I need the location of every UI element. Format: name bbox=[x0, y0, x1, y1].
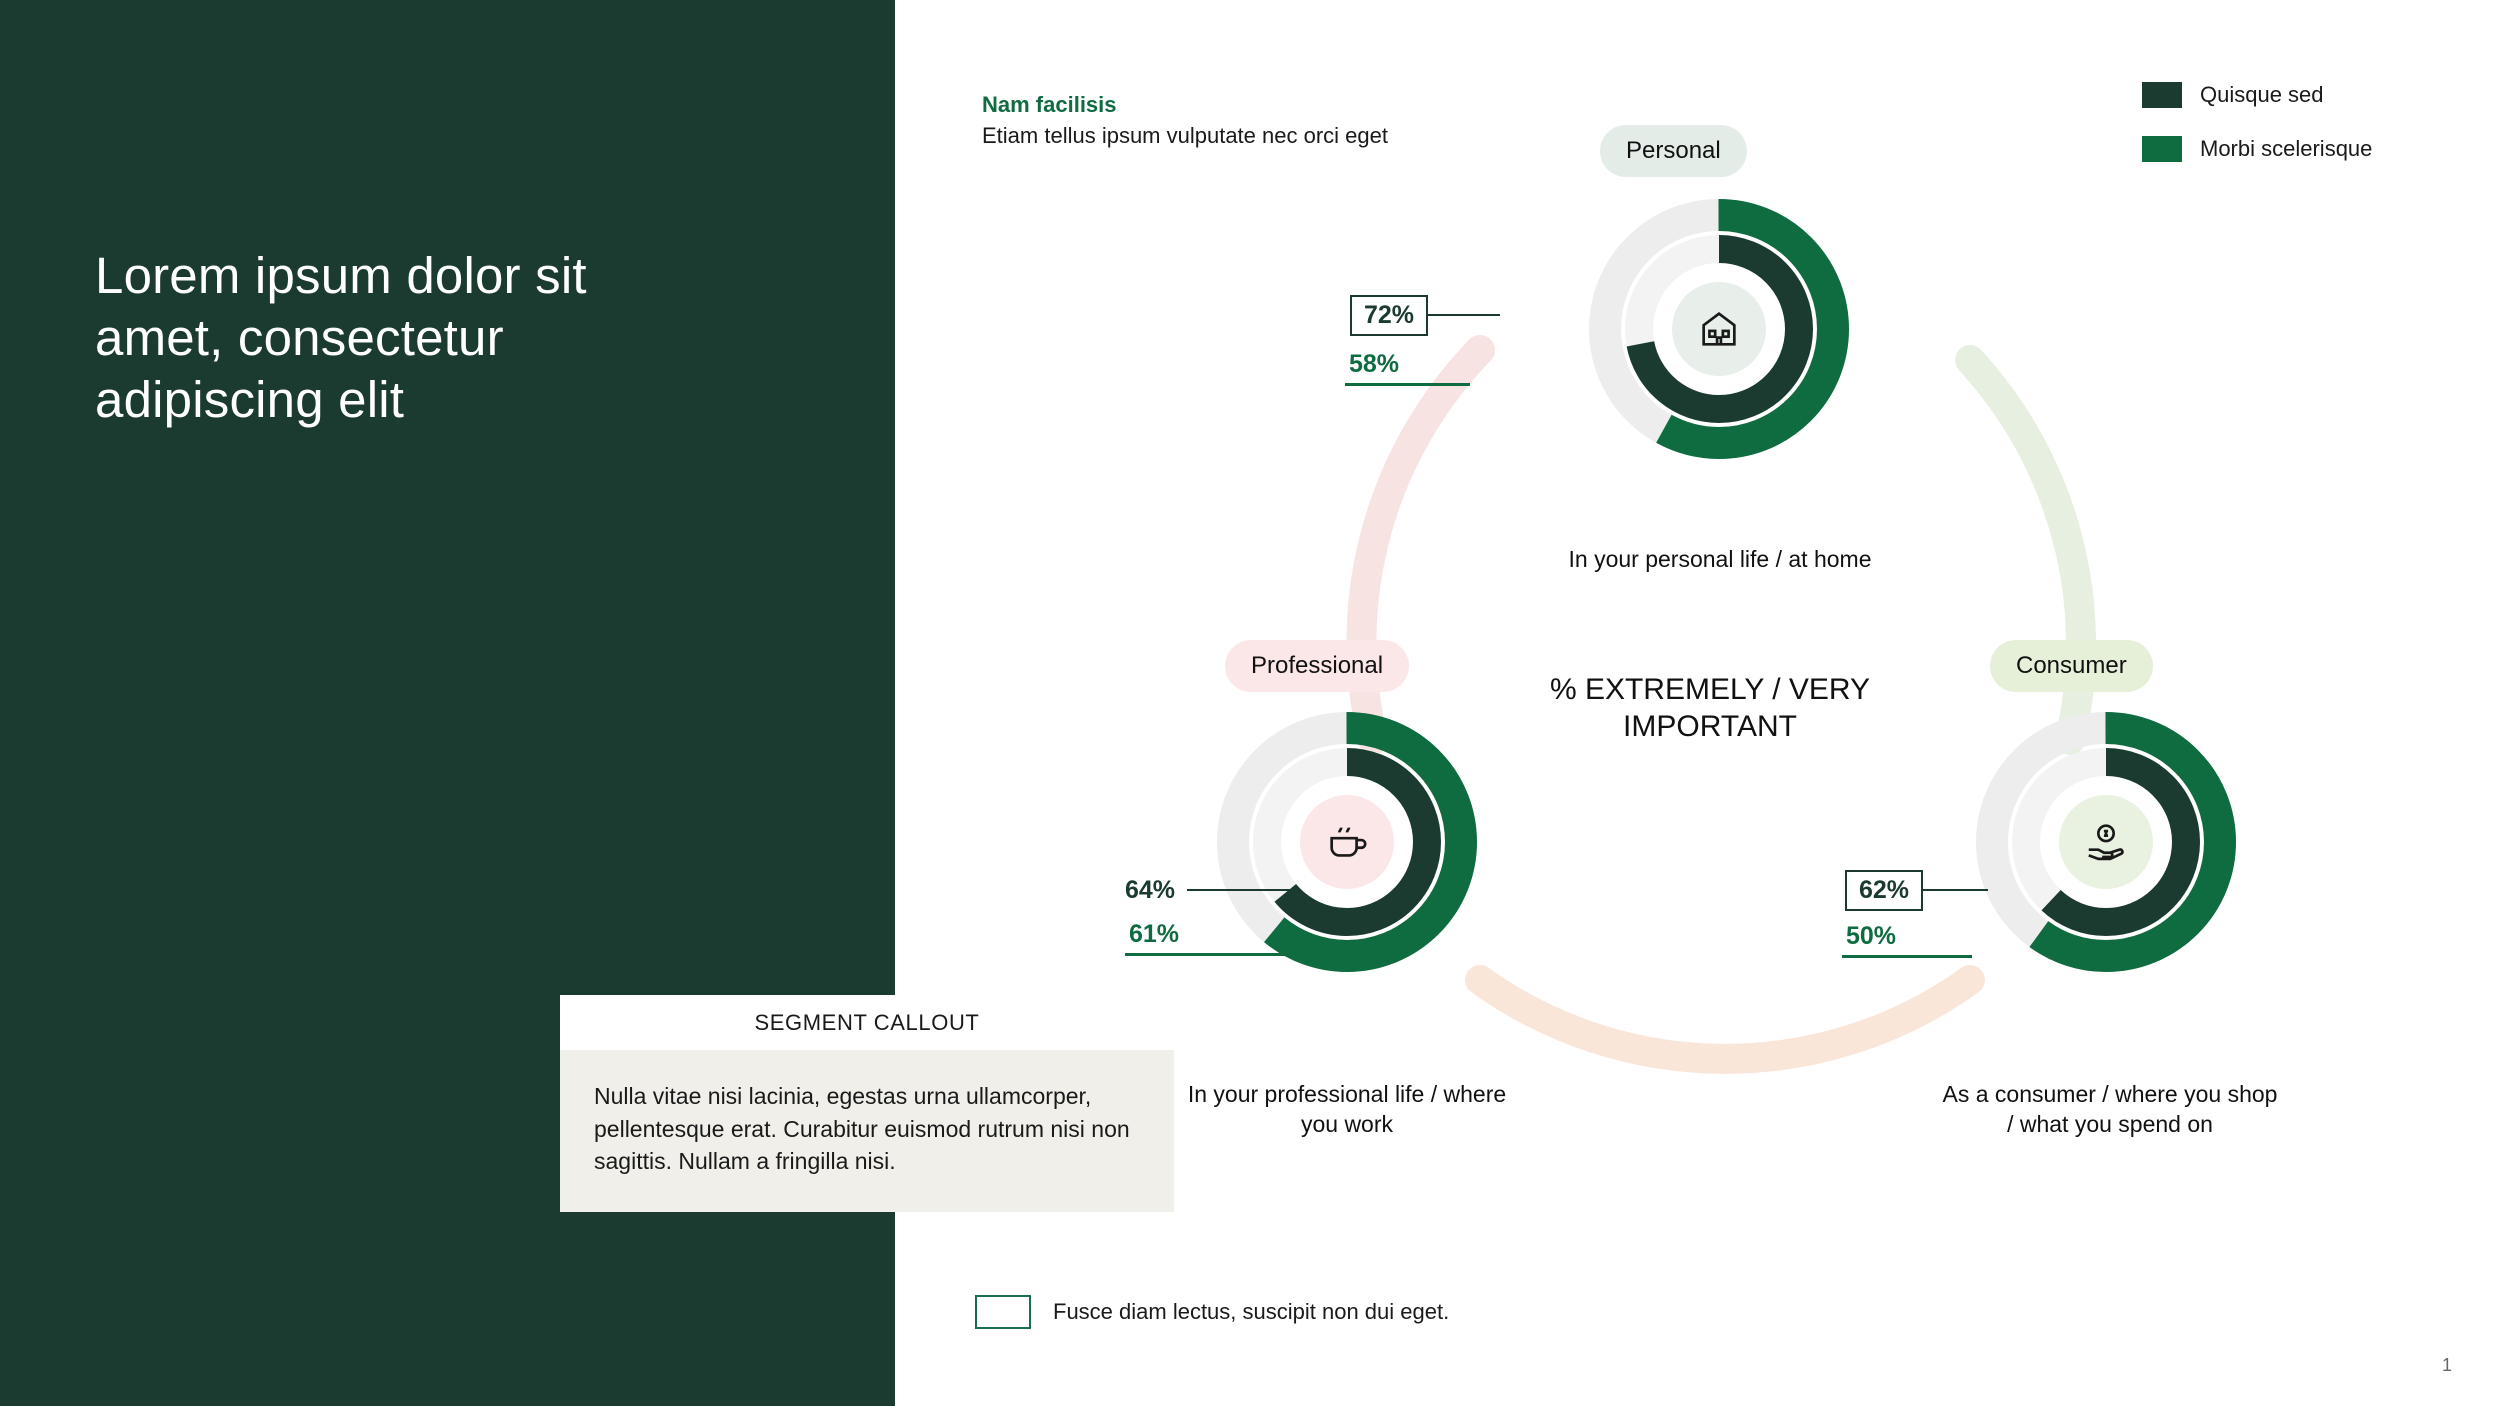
value-dark-personal: 72% bbox=[1350, 295, 1428, 336]
value-callout-green-consumer bbox=[1842, 922, 1972, 958]
ring-pill-professional bbox=[1225, 640, 1409, 692]
legend-swatch-icon bbox=[2142, 82, 2182, 108]
ring-group-consumer bbox=[1846, 640, 2370, 1160]
ring-icon-core-professional bbox=[1300, 795, 1394, 889]
value-callout-dark-consumer bbox=[1845, 870, 1988, 910]
ring-icon-core-consumer bbox=[2059, 795, 2153, 889]
ring-pill-personal bbox=[1600, 125, 1747, 177]
ring-pill-label: Consumer bbox=[2016, 652, 2127, 679]
donut-personal bbox=[1585, 195, 1853, 463]
ring-pill-consumer bbox=[1990, 640, 2153, 692]
donut-consumer bbox=[1972, 708, 2240, 976]
ring-icon-core-personal bbox=[1672, 282, 1766, 376]
segment-callout-header: SEGMENT CALLOUT bbox=[560, 995, 1174, 1050]
caption-title: Nam facilisis bbox=[982, 92, 1117, 117]
legend-swatch-icon bbox=[2142, 136, 2182, 162]
legend-item bbox=[2142, 136, 2472, 162]
caption-body: Etiam tellus ipsum vulputate nec orci eget bbox=[982, 123, 1388, 148]
value-dark-consumer: 62% bbox=[1845, 870, 1923, 911]
hand-coin-icon bbox=[2083, 819, 2129, 865]
center-label: % EXTREMELY / VERY IMPORTANT bbox=[1549, 673, 1871, 743]
segment-callout bbox=[560, 995, 1174, 1212]
ring-caption-consumer: As a consumer / where you shop / what you spend on bbox=[1942, 1081, 2278, 1137]
legend-label: Quisque sed bbox=[2200, 82, 2324, 107]
value-callout-green-professional bbox=[1125, 920, 1300, 956]
segment-callout-body: Nulla vitae nisi lacinia, egestas urna ullamcorper, pellentesque erat. Curabitur euismod rutrum nisi non sagittis. Nullam a fringilla nisi. bbox=[560, 1050, 1174, 1212]
legend bbox=[2142, 82, 2472, 190]
value-callout-dark-personal bbox=[1350, 295, 1500, 335]
value-green-personal: 58% bbox=[1349, 350, 1400, 378]
footnote-text: Fusce diam lectus, suscipit non dui eget. bbox=[1053, 1299, 1450, 1324]
coffee-cup-icon bbox=[1324, 819, 1370, 865]
value-callout-green-personal bbox=[1345, 350, 1470, 386]
ring-pill-label: Professional bbox=[1251, 652, 1384, 679]
legend-label: Morbi scelerisque bbox=[2200, 136, 2373, 161]
ring-caption-personal: In your personal life / at home bbox=[1568, 546, 1872, 572]
ring-caption-professional: In your professional life / where you work bbox=[1187, 1081, 1507, 1137]
value-green-professional: 61% bbox=[1129, 920, 1180, 948]
caption-block bbox=[982, 92, 1402, 151]
house-icon bbox=[1696, 306, 1742, 352]
ring-group-personal bbox=[1349, 125, 2010, 605]
value-green-consumer: 50% bbox=[1846, 922, 1897, 950]
slide-title: Lorem ipsum dolor sit amet, consectetur adipiscing elit bbox=[95, 247, 587, 429]
page-number: 1 bbox=[2441, 1355, 2452, 1375]
footnote bbox=[975, 1295, 1449, 1329]
footnote-swatch-icon bbox=[975, 1295, 1031, 1329]
value-callout-dark-professional bbox=[1125, 870, 1292, 910]
legend-item bbox=[2142, 82, 2472, 108]
ring-group-professional bbox=[1125, 640, 1615, 1140]
ring-pill-label: Personal bbox=[1626, 137, 1721, 164]
value-dark-professional: 64% bbox=[1125, 872, 1187, 909]
